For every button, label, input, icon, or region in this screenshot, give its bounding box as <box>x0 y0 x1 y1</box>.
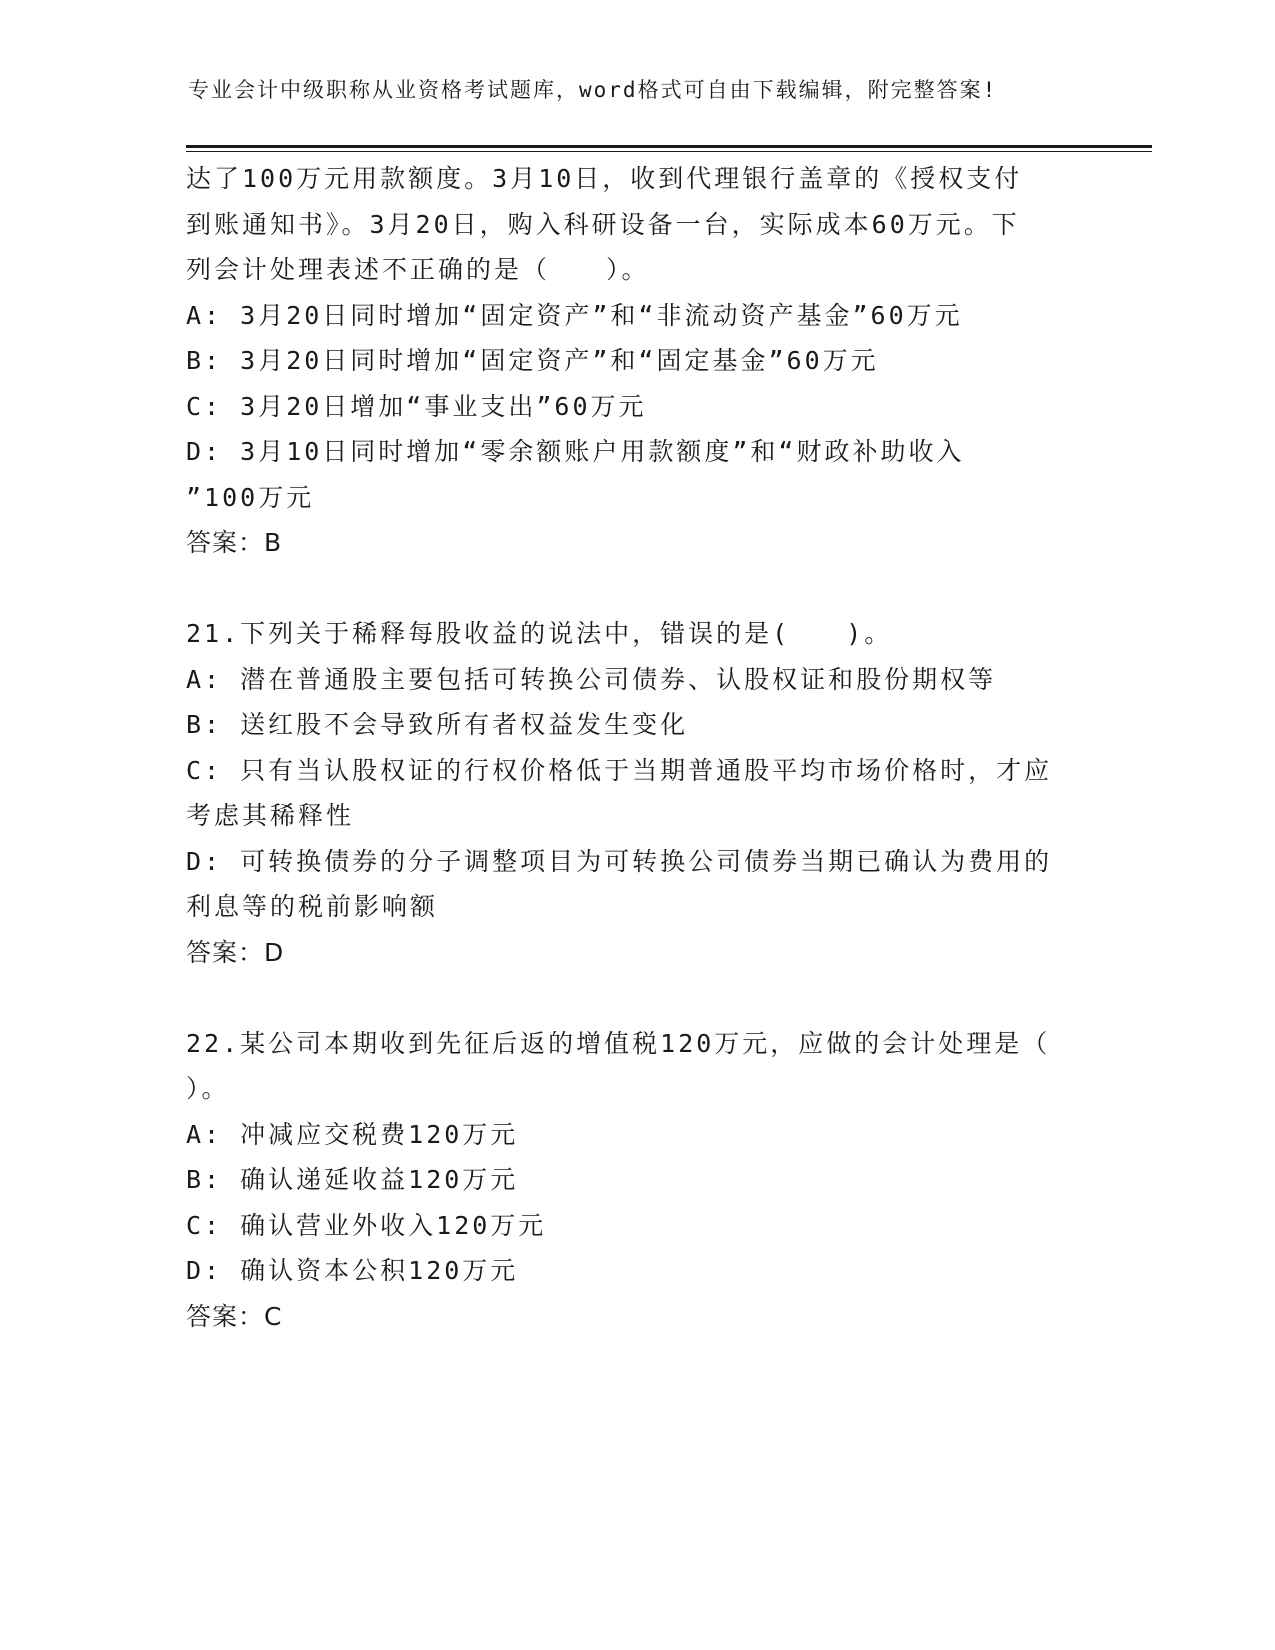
option-a: A: 潜在普通股主要包括可转换公司债券、认股权证和股份期权等 <box>186 664 997 694</box>
question-stem: 21.下列关于稀释每股收益的说法中，错误的是( )。 <box>186 619 893 648</box>
option-c: C: 只有当认股权证的行权价格低于当期普通股平均市场价格时，才应 <box>186 755 1053 785</box>
question-21 <box>186 611 1086 975</box>
answer: 答案：C <box>186 1301 283 1331</box>
option-a: A: 3月20日同时增加“固定资产”和“非流动资产基金”60万元 <box>186 300 963 330</box>
answer: 答案：B <box>186 528 283 557</box>
spacer <box>186 566 1086 612</box>
header-rule-thin <box>186 151 1152 152</box>
question-stem-line: 22.某公司本期收到先征后返的增值税120万元，应做的会计处理是（ <box>186 1028 1051 1058</box>
question-stem-line: ）。 <box>186 1074 230 1103</box>
option-d: D: 确认资本公积120万元 <box>186 1256 519 1285</box>
option-b: B: 送红股不会导致所有者权益发生变化 <box>186 710 689 739</box>
option-c-continued: 考虑其稀释性 <box>186 801 355 830</box>
option-d: D: 3月10日同时增加“零余额账户用款额度”和“财政补助收入 <box>186 437 965 466</box>
option-d-continued: 利息等的税前影响额 <box>186 892 439 921</box>
option-c: C: 3月20日增加“事业支出”60万元 <box>186 391 647 421</box>
document-body <box>186 156 1086 1339</box>
option-a: A: 冲减应交税费120万元 <box>186 1119 519 1149</box>
page-header: 专业会计中级职称从业资格考试题库，word格式可自由下载编辑，附完整答案! <box>188 78 998 102</box>
spacer <box>186 975 1086 1021</box>
option-c: C: 确认营业外收入120万元 <box>186 1210 547 1240</box>
option-b: B: 确认递延收益120万元 <box>186 1165 519 1194</box>
answer: 答案：D <box>186 937 285 967</box>
option-d: D: 可转换债券的分子调整项目为可转换公司债券当期已确认为费用的 <box>186 846 1053 876</box>
question-stem-line: 达了100万元用款额度。3月10日，收到代理银行盖章的《授权支付 <box>186 164 1023 193</box>
header-rule-thick <box>186 145 1152 148</box>
question-20 <box>186 156 1086 566</box>
option-d-continued: ”100万元 <box>186 482 315 512</box>
question-stem-line: 列会计处理表述不正确的是（ ）。 <box>186 255 650 284</box>
option-b: B: 3月20日同时增加“固定资产”和“固定基金”60万元 <box>186 346 879 375</box>
question-stem-line: 到账通知书》。3月20日，购入科研设备一台，实际成本60万元。下 <box>186 209 1020 239</box>
question-22 <box>186 1021 1086 1340</box>
